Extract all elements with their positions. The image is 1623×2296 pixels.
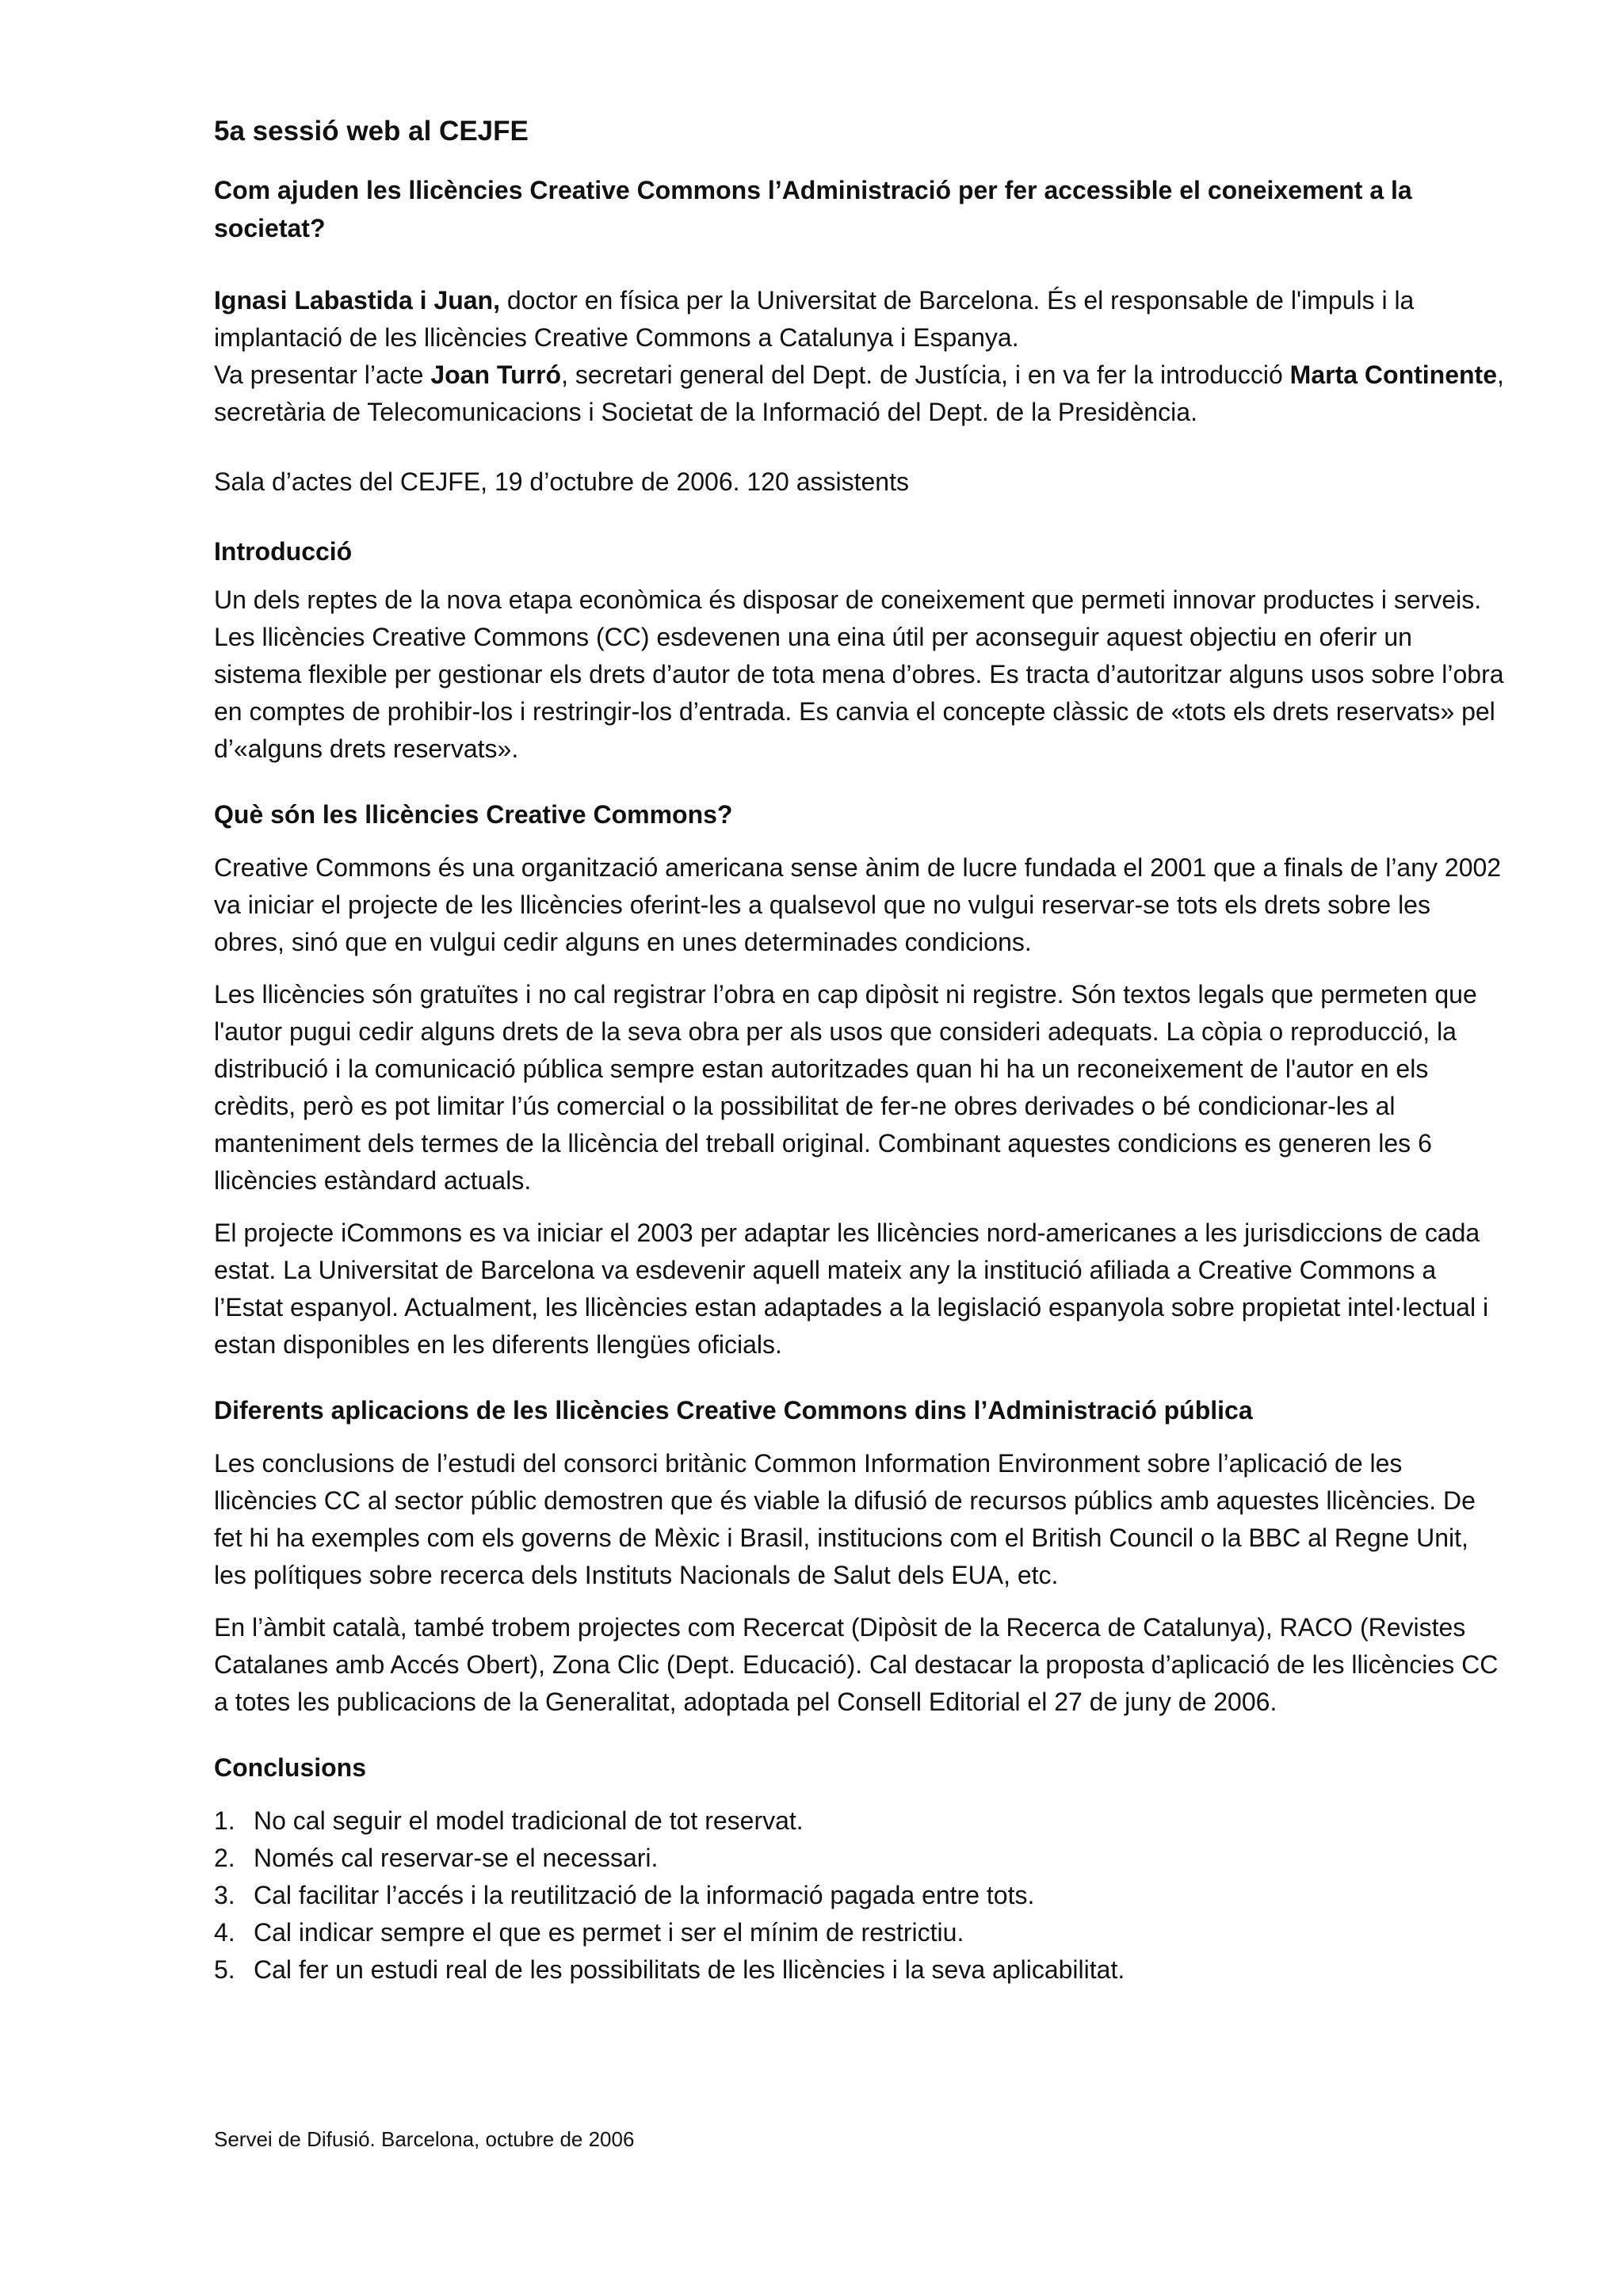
introducer-role: , secretària de Telecomunicacions i Societat de la Informació del Dept. de la Presidència.	[214, 360, 1504, 426]
what-paragraph-2: Les llicències són gratuïtes i no cal registrar l’obra en cap dipòsit ni registre. Són textos legals que permeten que l'autor pugui cedir alguns drets de la seva obra per als usos que consideri adequats. La còpia o reproducció, la distribució i la comunicació pública sempre estan autoritzades quan hi ha un reconeixement de l'autor en els crèdits, però es pot limitar l’ús comercial o la possibilitat de fer-ne obres derivades o bé condicionar-les al manteniment dels termes de la llicència del treball original. Combinant aquestes condicions es generen les 6 llicències estàndard actuals.	[214, 980, 1477, 1195]
what-paragraph-3: El projecte iCommons es va iniciar el 2003 per adaptar les llicències nord-americanes a les jurisdiccions de cada estat. La Universitat de Barcelona va esdevenir aquell mateix any la institució afiliada a Creative Commons a l’Estat espanyol. Actualment, les llicències estan adaptades a la legislació espanyola sobre propietat intel·lectual i estan disponibles en les diferents llengües oficials.	[214, 1219, 1489, 1359]
presenters-paragraph	[214, 357, 1506, 431]
presenter-name: Joan Turró	[430, 360, 562, 389]
presenter-role: , secretari general del Dept. de Justícia, i en va fer la introducció	[561, 360, 1290, 389]
list-item-number: 4.	[214, 1918, 235, 1947]
section-heading-applications: Diferents aplicacions de les llicències Creative Commons dins l’Administració pública	[214, 1396, 1253, 1425]
introducer-name: Marta Continente	[1289, 360, 1497, 389]
list-item	[214, 1914, 1506, 1951]
list-item-number: 5.	[214, 1955, 235, 1984]
intro-paragraph: Un dels reptes de la nova etapa econòmica és disposar de coneixement que permeti innovar productes i serveis. Les llicències Creative Commons (CC) esdevenen una eina útil per aconseguir aquest objectiu en oferir un sistema flexible per gestionar els drets d’autor de tota mena d’obres. Es tracta d’autoritzar alguns usos sobre l’obra en comptes de prohibir-los i restringir-los d’entrada. Es canvia el concepte clàssic de «tots els drets reservats» pel d’«alguns drets reservats».	[214, 585, 1504, 763]
list-item-text: No cal seguir el model tradicional de tot reservat.	[254, 1806, 804, 1835]
page-title: 5a sessió web al CEJFE	[214, 116, 529, 147]
page-subtitle: Com ajuden les llicències Creative Commons l’Administració per fer accessible el coneixement a la societat?	[214, 176, 1412, 242]
list-item-number: 2.	[214, 1844, 235, 1872]
section-heading-what: Què són les llicències Creative Commons?	[214, 800, 733, 829]
conclusions-list	[214, 1802, 1506, 1989]
list-item-text: Només cal reservar-se el necessari.	[254, 1844, 659, 1872]
list-item-text: Cal indicar sempre el que es permet i ser el mínim de restrictiu.	[254, 1918, 964, 1947]
list-item	[214, 1877, 1506, 1914]
list-item-text: Cal facilitar l’accés i la reutilització de la informació pagada entre tots.	[254, 1881, 1035, 1909]
presenters-intro: Va presentar l’acte	[214, 360, 431, 389]
speaker-paragraph	[214, 282, 1506, 357]
document-page	[214, 111, 1506, 1989]
list-item-number: 1.	[214, 1806, 235, 1835]
speaker-bio: doctor en física per la Universitat de Barcelona. És el responsable de l'impuls i la implantació de les llicències Creative Commons a Catalunya i Espanya.	[214, 286, 1415, 352]
section-heading-intro: Introducció	[214, 537, 353, 566]
list-item	[214, 1802, 1506, 1840]
what-paragraph-1: Creative Commons és una organització americana sense ànim de lucre fundada el 2001 que a finals de l’any 2002 va iniciar el projecte de les llicències oferint-les a qualsevol que no vulgui reservar-se tots els drets sobre les obres, sinó que en vulgui cedir alguns en unes determinades condicions.	[214, 853, 1502, 956]
list-item	[214, 1951, 1506, 1989]
speaker-name: Ignasi Labastida i Juan,	[214, 286, 500, 315]
list-item-number: 3.	[214, 1881, 235, 1909]
venue-info: Sala d’actes del CEJFE, 19 d’octubre de 2006. 120 assistents	[214, 467, 909, 496]
section-heading-conclusions: Conclusions	[214, 1753, 367, 1782]
applications-paragraph-1: Les conclusions de l’estudi del consorci britànic Common Information Environment sobre l’aplicació de les llicències CC al sector públic demostren que és viable la difusió de recursos públics amb aquestes llicències. De fet hi ha exemples com els governs de Mèxic i Brasil, institucions com el British Council o la BBC al Regne Unit, les polítiques sobre recerca dels Instituts Nacionals de Salut dels EUA, etc.	[214, 1449, 1476, 1589]
list-item-text: Cal fer un estudi real de les possibilitats de les llicències i la seva aplicabilitat.	[254, 1955, 1125, 1984]
list-item	[214, 1840, 1506, 1877]
applications-paragraph-2: En l’àmbit català, també trobem projectes com Recercat (Dipòsit de la Recerca de Catalunya), RACO (Revistes Catalanes amb Accés Obert), Zona Clic (Dept. Educació). Cal destacar la proposta d’aplicació de les llicències CC a totes les publicacions de la Generalitat, adoptada pel Consell Editorial el 27 de juny de 2006.	[214, 1613, 1499, 1716]
page-footer: Servei de Difusió. Barcelona, octubre de 2006	[214, 2127, 635, 2151]
